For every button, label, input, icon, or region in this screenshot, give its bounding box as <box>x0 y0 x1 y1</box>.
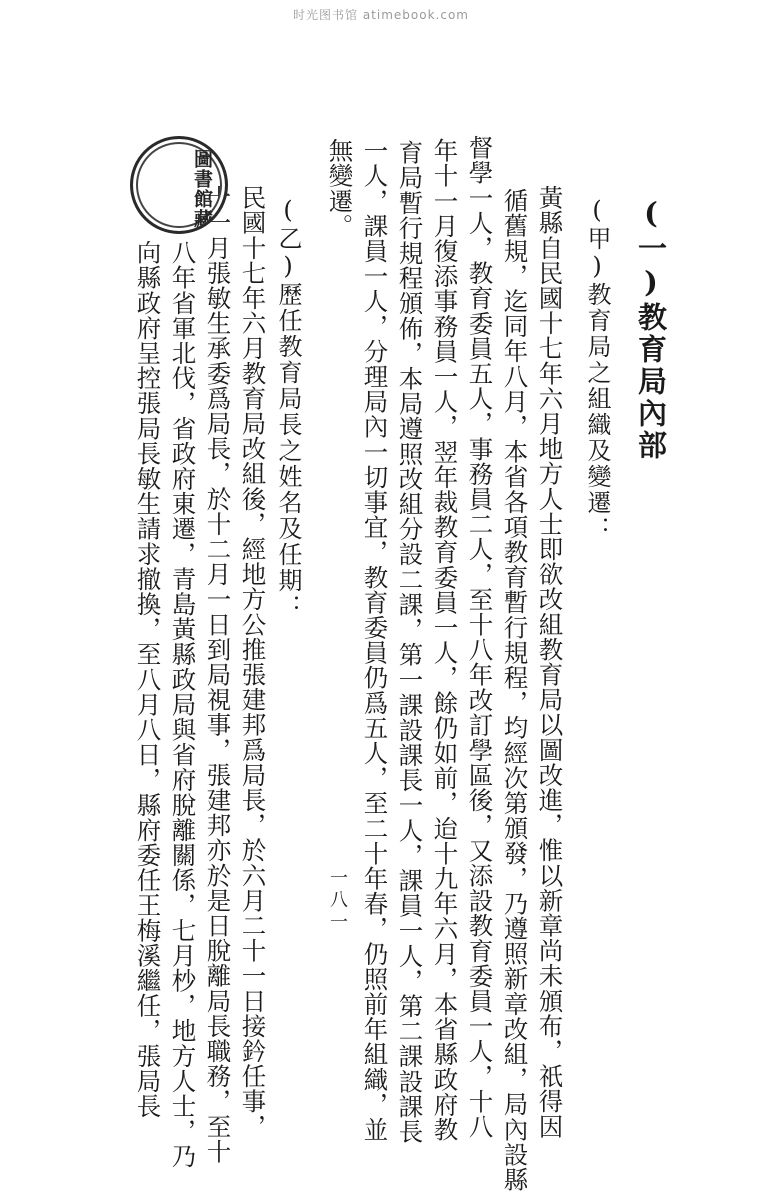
body-line: 一人，課員一人，分理局內一切事宜，教育委員仍爲五人，至二十年春，仍照前年組織，並 <box>360 138 390 1142</box>
site-watermark: 时光图书馆 atimebook.com <box>293 8 469 22</box>
section-b-title: (乙)歷任教育局長之姓名及任期： <box>274 196 302 620</box>
body-line: 循舊規，迄同年八月，本省各項教育暫行規程，均經次第頒發，乃遵照新章改組，局內設縣 <box>500 188 530 1192</box>
body-line: 八年省軍北伐，省政府東遷，青島黃縣政局與省府脫離關係，七月杪，地方人士，乃 <box>168 240 198 1169</box>
body-line: 無變遷。 <box>325 138 355 239</box>
page-number: 一八一 <box>327 868 348 934</box>
body-line: 督學一人，教育委員五人，事務員二人，至十八年改訂學區後，又添設教育委員一人，十八 <box>465 135 495 1139</box>
body-line: 向縣政府呈控張局長敏生請求撤換，至八月八日，縣府委任王梅溪繼任，張局長 <box>133 240 163 1119</box>
section-heading: (一)教育局內部 <box>634 196 668 462</box>
body-line: 民國十七年六月教育局改組後，經地方公推張建邦爲局長，於六月二十一日接鈐任事， <box>238 185 268 1139</box>
body-line: 十一月張敏生承委爲局長，於十二月一日到局視事，張建邦亦於是日脫離局長職務，至十 <box>203 185 233 1164</box>
body-line: 年十一月復添事務員一人，翌年裁教育委員一人，餘仍如前，迨十九年六月，本省縣政府教 <box>430 138 460 1142</box>
body-line: 黃縣自民國十七年六月地方人士即欲改組教育局以圖改進，惟以新章尚未頒布，祇得因 <box>535 185 565 1139</box>
library-seal <box>130 136 228 234</box>
body-line: 育局暫行規程頒佈，本局遵照改組分設二課，第一課設課長一人，課員一人，第二課設課長 <box>395 140 425 1144</box>
seal-text: 圖書館藏 <box>191 149 213 229</box>
section-a-title: (甲)教育局之組織及變遷： <box>583 196 611 542</box>
